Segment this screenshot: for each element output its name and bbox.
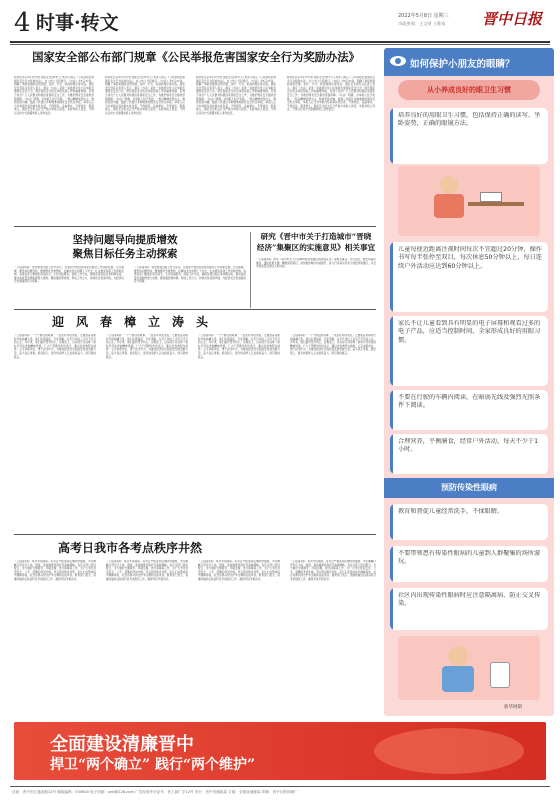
masthead-rule (10, 41, 550, 43)
masthead-rule-thin (10, 44, 550, 45)
info-card-4-text: 不要在行驶的车辆内阅读，在暗弱光线及强烈光照条件下阅读。 (398, 394, 541, 410)
article2-body (14, 266, 246, 306)
eye-icon (390, 56, 406, 66)
article2-col-1: （上接第1版）使思想观念跟上时代步伐，以更加开放包容的姿态推动工作创新发展。会议强调，要坚持问题导向，聚焦群众急难愁盼，在解决突出问题上下功夫，扎实推进各项工作落地见效。各级各部门要强化责任担当，主动对接服务，创新工作方法，确保各项目标任务如期完成，推动高质量发展取得更大成效。要加强统筹协调，形成工作合力，持续优化营商环境，为经济社会发展提供有力保障。 (14, 266, 124, 284)
banner-line-2: 捍卫“两个确立” 践行“两个维护” (50, 757, 256, 773)
article2-col-2: （上接第1版）使思想观念跟上时代步伐，以更加开放包容的姿态推动工作创新发展。会议强调，要坚持问题导向，聚焦群众急难愁盼，在解决突出问题上下功夫，扎实推进各项工作落地见效。各级各部门要强化责任担当，主动对接服务，创新工作方法，确保各项目标任务如期完成，推动高质量发展取得更大成效。要加强统筹协调，形成工作合力，持续优化营商环境，为经济社会发展提供有力保障。 (134, 266, 246, 284)
article4-col-1: （上接第1版）一个个鲜活的故事，一张张朴实的笑脸，汇聚成奋进新时代的磅礴力量。他们扎根基层、无私奉献，在平凡岗位上书写不平凡的人生。多年来，他们始终坚守初心，迎难而上，以实际行动诠释了新时代劳动者的精神风貌。广大干部群众纷纷表示，要以先进典型为榜样，立足本职岗位，勇于担当作为，为推动经济社会高质量发展贡献力量。奋斗者正青春，新征程上，更多的追梦人正在接续奋斗，续写新的篇章。 (14, 334, 96, 359)
clean-government-banner (14, 722, 546, 780)
info-card-1-text: 培养良好的用眼卫生习惯，包括保持正确的读写、坐卧姿势，正确的眼镜方法。 (398, 112, 541, 128)
infographic-section1-title: 从小养成良好的眼卫生习惯 (427, 86, 511, 94)
article5-col-4: （上接第1版）本次考试期间，各考点严格落实疫情防控措施，考生佩戴口罩有序入场，测温、查验健康码等环节高效顺畅。各有关部门密切配合，全力做好交通疏导、环境治理、医疗保障等工作，为广大考生营造安全、公平、温馨的考试环境。考点周边秩序井然，家长们在警戒线外静静等待，社会各界共同守护考生顺利完成考试。教育部门表示，将继续做好后续各科目考试组织工作，确保考试平稳有序。 (290, 560, 376, 581)
article4-body (14, 334, 376, 532)
footer-rule (10, 786, 550, 787)
lead-col-1: 新华社北京4月17日电 国家安全部17日公布部门规章《公民举报危害国家安全行为奖励办法》，自公布之日起施行。《办法》共5章27条，明确了举报奖励的适用范围、条件、方式、标准和程序等内容。国家安全部有关负责人表示，制定《办法》是进一步鼓励引导公民举报危害国家安全行为，规范国家安全机关举报奖励工作的重要举措，有利于动员广大人民群众积极投身国家安全工作，为维护国家安全提供坚强保障。《办法》明确，对举报人给予奖励，一般以精神奖励为主，物质奖励为辅，鼓励公民通过多种渠道向国家安全机关举报。举报人应当对举报内容的真实性负责，不得捏造、歪曲事实，不得诬告、陷害他人。国家安全机关应当严格为举报人保密，未经举报人同意，不得以任何方式泄露举报人身份信息。 (14, 76, 94, 115)
info-card-2-text: 儿童每使近距离注视时间每次不宜超过20分钟，操作书写每半张停至双目，每次休息50分钟以上，每日连续户外活动应达到60分钟以上。 (398, 246, 542, 270)
article3-headline-2: 经济”集聚区的实施意见》相关事宜 (256, 243, 376, 252)
info-card-8-text: 社区内出现传染性眼病时应注意隔离病，防止交叉传染。 (398, 592, 541, 608)
article5-col-3: （上接第1版）本次考试期间，各考点严格落实疫情防控措施，考生佩戴口罩有序入场，测温、查验健康码等环节高效顺畅。各有关部门密切配合，全力做好交通疏导、环境治理、医疗保障等工作，为广大考生营造安全、公平、温馨的考试环境。考点周边秩序井然，家长们在警戒线外静静等待，社会各界共同守护考生顺利完成考试。教育部门表示，将继续做好后续各科目考试组织工作，确保考试平稳有序。 (198, 560, 280, 581)
article3-headline-1: 研究《晋中市关于打造城市“晋晓 (260, 232, 372, 241)
info-card-8 (390, 588, 548, 630)
illustration-child-reading (398, 166, 540, 236)
lead-headline: 国家安全部公布部门规章《公民举报危害国家安全行为奖励办法》 (32, 50, 360, 64)
info-card-6-text: 教育和督促儿童经常洗手，不揉眼睛。 (398, 508, 504, 515)
article5-col-2: （上接第1版）本次考试期间，各考点严格落实疫情防控措施，考生佩戴口罩有序入场，测温、查验健康码等环节高效顺畅。各有关部门密切配合，全力做好交通疏导、环境治理、医疗保障等工作，为广大考生营造安全、公平、温馨的考试环境。考点周边秩序井然，家长们在警戒线外静静等待，社会各界共同守护考生顺利完成考试。教育部门表示，将继续做好后续各科目考试组织工作，确保考试平稳有序。 (106, 560, 188, 581)
section-divider-2 (14, 534, 376, 535)
article3-body: （上接第1版）研究《晋中市关于打造城市经济集聚区的实施意见》等相关事宜。会议指出，要坚持高位推动，强化政策支撑，精准谋划项目，加快推进城市功能提升，着力打造具有竞争力的经济集聚区，为全市高质量发展注入新动能。 (256, 258, 376, 269)
editor-line: 市政要闻：王文财 王维家 (398, 21, 446, 26)
article2-headline-1: 坚持问题导向提质增效 (72, 234, 178, 246)
article4-col-4: （上接第1版）一个个鲜活的故事，一张张朴实的笑脸，汇聚成奋进新时代的磅礴力量。他们扎根基层、无私奉献，在平凡岗位上书写不平凡的人生。多年来，他们始终坚守初心，迎难而上，以实际行动诠释了新时代劳动者的精神风貌。广大干部群众纷纷表示，要以先进典型为榜样，立足本职岗位，勇于担当作为，为推动经济社会高质量发展贡献力量。奋斗者正青春，新征程上，更多的追梦人正在接续奋斗，续写新的篇章。 (290, 334, 376, 355)
lead-col-4: 新华社北京4月17日电 国家安全部17日公布部门规章《公民举报危害国家安全行为奖励办法》，自公布之日起施行。《办法》共5章27条，明确了举报奖励的适用范围、条件、方式、标准和程序等内容。国家安全部有关负责人表示，制定《办法》是进一步鼓励引导公民举报危害国家安全行为，规范国家安全机关举报奖励工作的重要举措，有利于动员广大人民群众积极投身国家安全工作，为维护国家安全提供坚强保障。《办法》明确，对举报人给予奖励，一般以精神奖励为主，物质奖励为辅，鼓励公民通过多种渠道向国家安全机关举报。举报人应当对举报内容的真实性负责，不得捏造、歪曲事实，不得诬告、陷害他人。国家安全机关应当严格为举报人保密，未经举报人同意，不得以任何方式泄露举报人身份信息。 (287, 76, 375, 112)
info-card-5-text: 合理营养，平衡膳食，经常户外活动，每天不少于1小时。 (398, 438, 539, 454)
info-card-7 (390, 546, 548, 582)
infographic-title: 如何保护小朋友的眼睛？ (410, 59, 515, 70)
infographic-section2-title: 预防传染性眼病 (441, 483, 497, 492)
banner-line-1: 全面建设清廉晋中 (50, 734, 194, 755)
article4-col-2: （上接第1版）一个个鲜活的故事，一张张朴实的笑脸，汇聚成奋进新时代的磅礴力量。他们扎根基层、无私奉献，在平凡岗位上书写不平凡的人生。多年来，他们始终坚守初心，迎难而上，以实际行动诠释了新时代劳动者的精神风貌。广大干部群众纷纷表示，要以先进典型为榜样，立足本职岗位，勇于担当作为，为推动经济社会高质量发展贡献力量。奋斗者正青春，新征程上，更多的追梦人正在接续奋斗，续写新的篇章。 (106, 334, 188, 359)
page-number: 4 (14, 8, 31, 38)
info-card-2 (390, 242, 548, 312)
info-card-3-text: 家长不让儿童看到具有明显的电子屏幕和观看过多的电子产品，应适当控制时间，全家形成良好的用眼习惯。 (398, 320, 541, 344)
issue-date: 2022年5月8日 星期三 (398, 13, 449, 19)
masthead (0, 0, 560, 42)
info-card-5 (390, 434, 548, 474)
article5-headline: 高考日我市各考点秩序井然 (57, 541, 202, 555)
eye-care-infographic (384, 48, 554, 716)
article4-col-3: （上接第1版）一个个鲜活的故事，一张张朴实的笑脸，汇聚成奋进新时代的磅礴力量。他们扎根基层、无私奉献，在平凡岗位上书写不平凡的人生。多年来，他们始终坚守初心，迎难而上，以实际行动诠释了新时代劳动者的精神风貌。广大干部群众纷纷表示，要以先进典型为榜样，立足本职岗位，勇于担当作为，为推动经济社会高质量发展贡献力量。奋斗者正青春，新征程上，更多的追梦人正在接续奋斗，续写新的篇章。 (198, 334, 280, 359)
info-card-4 (390, 390, 548, 430)
info-card-3 (390, 316, 548, 386)
article4-headline: 迎 风 春 樟 立 涛 头 (51, 315, 208, 329)
infographic-credit: 新华网制 (504, 705, 522, 710)
column-divider (250, 232, 251, 308)
section-divider (14, 309, 376, 310)
newspaper-logo: 晋中日报 (482, 10, 543, 28)
info-card-6 (390, 504, 548, 540)
lead-col-2: 新华社北京4月17日电 国家安全部17日公布部门规章《公民举报危害国家安全行为奖励办法》，自公布之日起施行。《办法》共5章27条，明确了举报奖励的适用范围、条件、方式、标准和程序等内容。国家安全部有关负责人表示，制定《办法》是进一步鼓励引导公民举报危害国家安全行为，规范国家安全机关举报奖励工作的重要举措，有利于动员广大人民群众积极投身国家安全工作，为维护国家安全提供坚强保障。《办法》明确，对举报人给予奖励，一般以精神奖励为主，物质奖励为辅，鼓励公民通过多种渠道向国家安全机关举报。举报人应当对举报内容的真实性负责，不得捏造、歪曲事实，不得诬告、陷害他人。国家安全机关应当严格为举报人保密，未经举报人同意，不得以任何方式泄露举报人身份信息。 (105, 76, 185, 115)
lead-col-3: 新华社北京4月17日电 国家安全部17日公布部门规章《公民举报危害国家安全行为奖励办法》，自公布之日起施行。《办法》共5章27条，明确了举报奖励的适用范围、条件、方式、标准和程序等内容。国家安全部有关负责人表示，制定《办法》是进一步鼓励引导公民举报危害国家安全行为，规范国家安全机关举报奖励工作的重要举措，有利于动员广大人民群众积极投身国家安全工作，为维护国家安全提供坚强保障。《办法》明确，对举报人给予奖励，一般以精神奖励为主，物质奖励为辅，鼓励公民通过多种渠道向国家安全机关举报。举报人应当对举报内容的真实性负责，不得捏造、歪曲事实，不得诬告、陷害他人。国家安全机关应当严格为举报人保密，未经举报人同意，不得以任何方式泄露举报人身份信息。 (196, 76, 276, 115)
info-card-7-text: 不要带领患有传染性眼病的儿童到人群聚集的场所游玩。 (398, 550, 541, 566)
info-card-1 (390, 108, 548, 164)
section-title: 时事·转文 (36, 12, 119, 34)
lead-divider (14, 226, 376, 227)
footer-line: 社址：晋中市汇通北路12号 邮政编码：030600 电子信箱：jzrb@126.com 广告经营许可证号：晋工商广字12号 发行：晋中市邮政局 订阅：全国各地邮局 印刷：晋中日报印刷厂 (12, 790, 298, 794)
illustration-child-sick (398, 636, 540, 700)
article5-col-1: （上接第1版）本次考试期间，各考点严格落实疫情防控措施，考生佩戴口罩有序入场，测温、查验健康码等环节高效顺畅。各有关部门密切配合，全力做好交通疏导、环境治理、医疗保障等工作，为广大考生营造安全、公平、温馨的考试环境。考点周边秩序井然，家长们在警戒线外静静等待，社会各界共同守护考生顺利完成考试。教育部门表示，将继续做好后续各科目考试组织工作，确保考试平稳有序。 (14, 560, 96, 581)
lead-body (14, 76, 376, 226)
article2-headline-2: 聚焦目标任务主动探索 (72, 248, 178, 260)
